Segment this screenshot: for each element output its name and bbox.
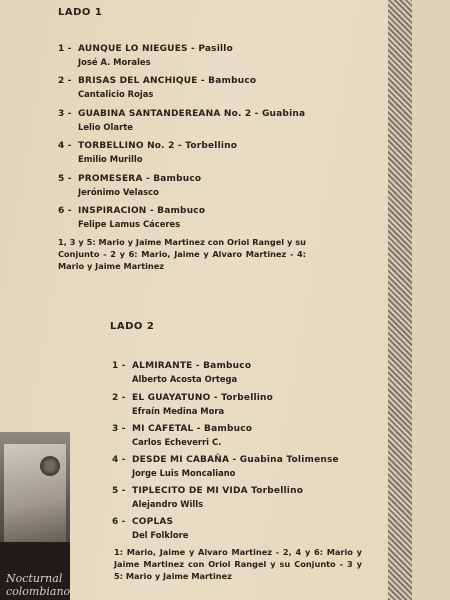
track-item — [112, 361, 251, 384]
track-number: 5 - — [58, 174, 72, 184]
decorative-stripe — [388, 0, 412, 600]
track-composer: Del Folklore — [132, 530, 189, 540]
track-composer: Carlos Echeverri C. — [132, 437, 222, 447]
track-item — [58, 141, 237, 164]
round-emblem-icon — [40, 456, 60, 476]
track-item — [112, 424, 252, 447]
track-item — [58, 174, 201, 197]
track-item — [112, 486, 303, 509]
track-composer: Emilio Murillo — [78, 154, 143, 164]
side-1-credits: 1, 3 y 5: Mario y Jaime Martinez con Oriol Rangel y su Conjunto - 2 y 6: Mario, Jaime y Alvaro Martinez - 4: Mario y Jaime Martinez — [58, 237, 306, 271]
side-2-title: LADO 2 — [110, 321, 155, 332]
track-number: 6 - — [58, 206, 72, 216]
track-title: PROMESERA - Bambuco — [78, 174, 202, 184]
track-item — [58, 206, 205, 229]
track-composer: Jerónimo Velasco — [78, 187, 159, 197]
track-number: 2 - — [58, 76, 72, 86]
track-composer: Alejandro Wills — [132, 499, 204, 509]
track-item — [58, 76, 256, 99]
track-number: 3 - — [58, 109, 72, 119]
track-number: 6 - — [112, 517, 126, 527]
track-composer: Cantalicio Rojas — [78, 89, 154, 99]
track-item — [112, 393, 273, 416]
track-number: 5 - — [112, 486, 126, 496]
track-title: GUABINA SANTANDEREANA No. 2 - Guabina — [78, 109, 306, 119]
track-title: MI CAFETAL - Bambuco — [132, 424, 253, 434]
track-composer: Efraín Medina Mora — [132, 406, 225, 416]
track-title: INSPIRACION - Bambuco — [78, 206, 206, 216]
side-1-title: LADO 1 — [58, 7, 103, 18]
track-composer: Felipe Lamus Cáceres — [78, 219, 181, 229]
track-composer: Alberto Acosta Ortega — [132, 374, 238, 384]
track-item — [112, 517, 188, 540]
track-number: 1 - — [112, 361, 126, 371]
track-title: EL GUAYATUNO - Torbellino — [132, 393, 274, 403]
track-title: COPLAS — [132, 517, 174, 527]
track-number: 3 - — [112, 424, 126, 434]
track-composer: Jorge Luis Moncaliano — [132, 468, 236, 478]
side-2-credits: 1: Mario, Jaime y Alvaro Martinez - 2, 4 y 6: Mario y Jaime Martinez con Oriol Rangel y su Conjunto - 3 y 5: Mario y Jaime Martinez — [114, 547, 362, 581]
track-number: 4 - — [112, 455, 126, 465]
cover-script-text: Nocturnal colombiano — [6, 572, 70, 598]
track-title: ALMIRANTE - Bambuco — [132, 361, 252, 371]
track-composer: José A. Morales — [78, 57, 151, 67]
cover-edge — [412, 0, 450, 600]
track-number: 4 - — [58, 141, 72, 151]
track-number: 2 - — [112, 393, 126, 403]
track-title: TIPLECITO DE MI VIDA Torbellino — [132, 486, 304, 496]
track-item — [58, 109, 305, 132]
track-title: TORBELLINO No. 2 - Torbellino — [78, 141, 238, 151]
track-composer: Lelio Olarte — [78, 122, 133, 132]
track-title: BRISAS DEL ANCHIQUE - Bambuco — [78, 76, 257, 86]
track-item — [112, 455, 339, 478]
track-title: DESDE MI CABAÑA - Guabina Tolimense — [132, 455, 339, 465]
track-number: 1 - — [58, 44, 72, 54]
track-item — [58, 44, 233, 67]
cover-photo — [0, 432, 70, 600]
track-title: AUNQUE LO NIEGUES - Pasillo — [78, 44, 233, 54]
